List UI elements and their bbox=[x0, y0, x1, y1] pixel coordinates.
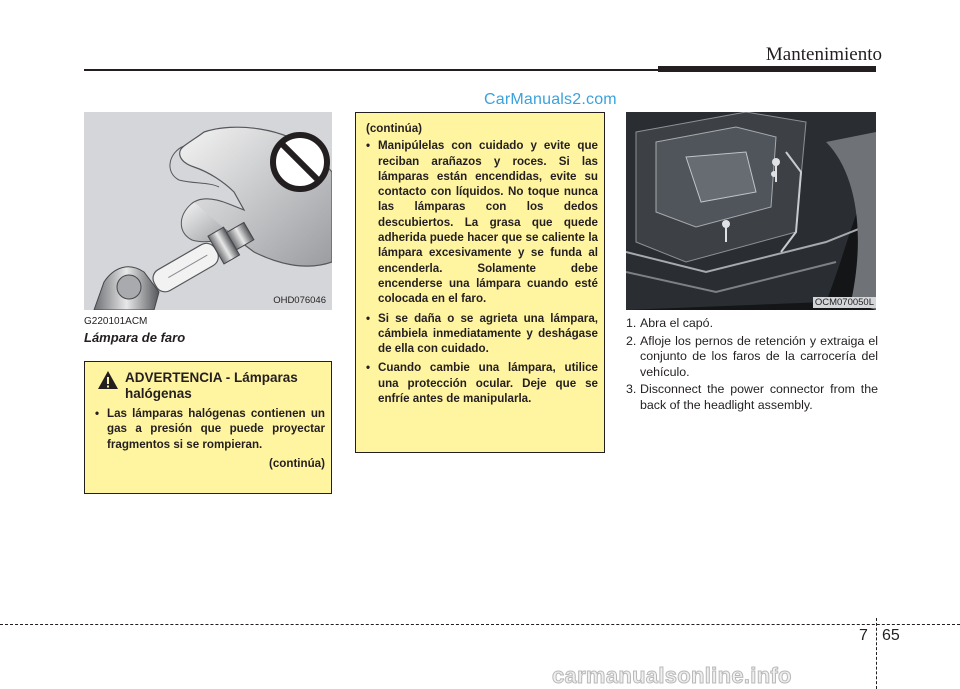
figure-label: OHD076046 bbox=[273, 295, 326, 306]
step-number: 3. bbox=[626, 382, 637, 396]
hand-bulb-illustration bbox=[84, 112, 332, 310]
watermark-link[interactable]: CarManuals2.com bbox=[484, 91, 617, 108]
warning-title bbox=[125, 370, 298, 402]
figure-halogen-bulb bbox=[84, 112, 332, 310]
warning-box-continued bbox=[355, 112, 605, 453]
step-item bbox=[626, 334, 878, 381]
warning-title-main: ADVERTENCIA bbox=[125, 370, 223, 385]
warning-bullet: • Manipúlelas con cuidado y evite que reciban arañazos y roces. Si las lámparas están encendidas, evite su contacto con líquidos. No toque nunca las lámparas con los dedos descubiertos. La grasa que quede adherida puede hacer que se caliente la lámpara excesivamente y se funda al encenderla. Solamente debe encenderse una lámpara cuando esté colocada en el faro. bbox=[366, 138, 598, 306]
page-number: 65 bbox=[882, 627, 900, 644]
figure-label: OCM070050L bbox=[814, 297, 874, 308]
section-code: G220101ACM bbox=[84, 316, 148, 327]
warning-bullet: • Si se daña o se agrieta una lámpara, cámbiela inmediatamente y deshágase de ella con cuidado. bbox=[366, 311, 598, 357]
footer-dashed-rule bbox=[0, 624, 960, 625]
step-text: Abra el capó. bbox=[640, 316, 714, 330]
continue-label: (continúa) bbox=[268, 456, 325, 470]
watermark-footer: carmanualsonline.info bbox=[552, 663, 792, 688]
step-text: Disconnect the power connector from the back of the headlight assembly. bbox=[640, 382, 878, 412]
page-header-title: Mantenimiento bbox=[765, 44, 882, 65]
engine-bay-illustration bbox=[626, 112, 876, 310]
continued-label: (continúa) bbox=[366, 122, 423, 135]
step-number: 1. bbox=[626, 316, 637, 330]
chapter-number: 7 bbox=[859, 627, 868, 644]
section-title: Lámpara de faro bbox=[84, 330, 186, 345]
step-text: Afloje los pernos de retención y extraiga el conjunto de los faros de la carrocería del vehículo. bbox=[640, 333, 878, 379]
warning-bullet: • Las lámparas halógenas contienen un gas a presión que puede proyectar fragmentos si se rompieran. bbox=[95, 406, 325, 452]
step-item bbox=[626, 316, 878, 332]
warning-body bbox=[366, 121, 598, 410]
warning-bullet: • Cuando cambie una lámpara, utilice una protección ocular. Deje que se enfríe antes de manipularla. bbox=[366, 360, 598, 406]
warning-header bbox=[97, 370, 298, 402]
warning-box-halogen bbox=[84, 361, 332, 494]
warning-title-sub: - Lámparas bbox=[225, 370, 298, 385]
step-number: 2. bbox=[626, 333, 637, 348]
procedure-steps bbox=[626, 316, 878, 415]
warning-title-line2: halógenas bbox=[125, 386, 192, 401]
figure-headlight-assembly bbox=[626, 112, 876, 310]
warning-triangle-icon bbox=[97, 370, 119, 390]
step-item bbox=[626, 382, 878, 413]
header-rule-thin bbox=[84, 69, 658, 71]
header-rule-thick bbox=[658, 66, 876, 72]
warning-body bbox=[95, 406, 325, 471]
footer-page-divider bbox=[876, 618, 877, 689]
